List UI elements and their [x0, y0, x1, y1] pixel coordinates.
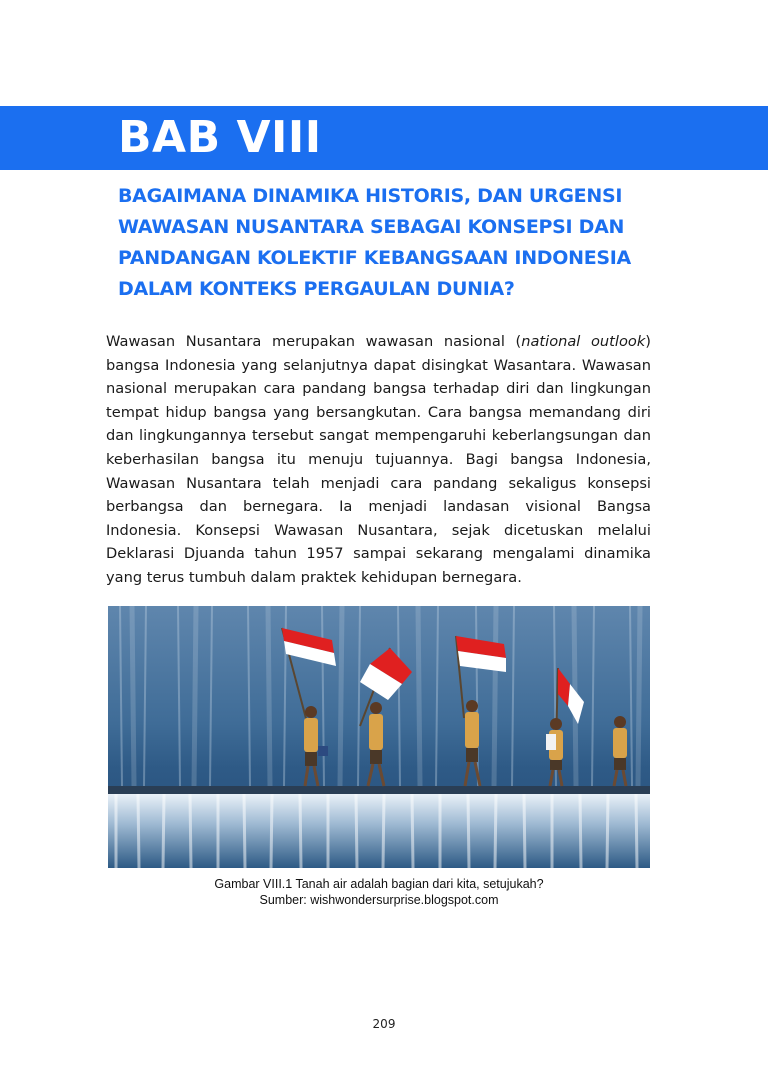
- body-text-part-1: Wawasan Nusantara merupakan wawasan nasional (: [106, 333, 522, 350]
- body-text-part-2: ) bangsa Indonesia yang selanjutnya dapat disingkat Wasantara. Wawasan nasional merupakan cara pandang bangsa terhadap diri dan lingkungan tempat hidup bangsa yang bersangkutan. Cara bangsa memandang diri dan lingkungannya tersebut sangat mempengaruhi keberlangsungan dan keberhasilan bangsa itu menuju tujuannya. Bagi bangsa Indonesia, Wawasan Nusantara telah menjadi cara pandang sekaligus konsepsi berbangsa dan bernegara. Ia menjadi landasan visional Bangsa Indonesia. Konsepsi Wawasan Nusantara, sejak dicetuskan melalui Deklarasi Djuanda tahun 1957 sampai sekarang mengalami dinamika yang terus tumbuh dalam praktek kehidupan bernegara.: [106, 333, 651, 586]
- body-text-emphasis: national outlook: [521, 333, 646, 350]
- chapter-title: BAB VIII: [118, 112, 322, 163]
- page-number: 209: [372, 1017, 396, 1031]
- caption-title: Gambar VIII.1 Tanah air adalah bagian dari kita, setujukah?: [214, 877, 544, 891]
- chapter-banner: [0, 106, 768, 170]
- subtitle-line-3: PANDANGAN KOLEKTIF KEBANGSAAN INDONESIA: [118, 247, 631, 269]
- subtitle-line-4: DALAM KONTEKS PERGAULAN DUNIA?: [118, 278, 515, 300]
- body-paragraph: [106, 330, 651, 590]
- waterfall-flags-illustration: [108, 606, 650, 868]
- subtitle-line-2: WAWASAN NUSANTARA SEBAGAI KONSEPSI DAN: [118, 216, 625, 238]
- figure-caption: [108, 876, 650, 908]
- chapter-subtitle: [118, 181, 678, 305]
- subtitle-line-1: BAGAIMANA DINAMIKA HISTORIS, DAN URGENSI: [118, 185, 623, 207]
- caption-source: Sumber: wishwondersurprise.blogspot.com: [259, 893, 499, 907]
- figure-photo: [108, 606, 650, 868]
